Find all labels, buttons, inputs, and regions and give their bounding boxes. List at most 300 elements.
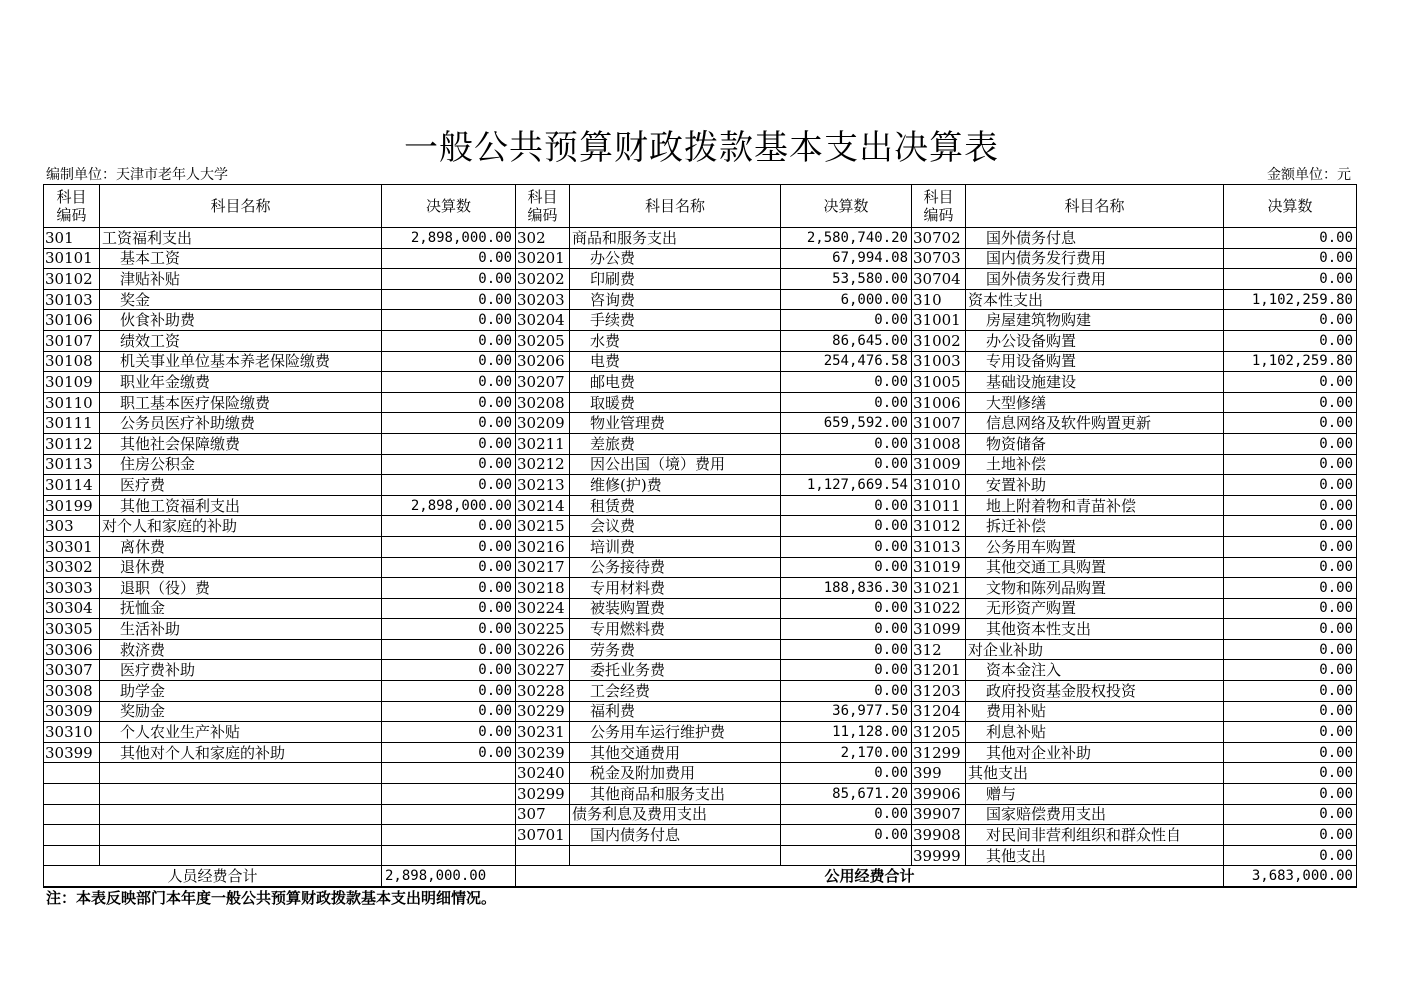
table-row xyxy=(44,557,1357,578)
cell-name: 被装购置费 xyxy=(570,598,781,619)
table-row xyxy=(44,639,1357,660)
cell-code: 30399 xyxy=(44,742,100,763)
cell-code: 31003 xyxy=(912,351,966,372)
cell-amount: 0.00 xyxy=(1224,269,1357,290)
public-total-label: 公用经费合计 xyxy=(516,866,1224,887)
table-row xyxy=(44,536,1357,557)
cell-name: 其他工资福利支出 xyxy=(100,495,382,516)
cell-code: 30308 xyxy=(44,681,100,702)
cell-amount: 0.00 xyxy=(382,701,516,722)
table-row xyxy=(44,660,1357,681)
cell-name: 对个人和家庭的补助 xyxy=(100,516,382,537)
cell-name: 无形资产购置 xyxy=(966,598,1224,619)
cell-code: 30217 xyxy=(516,557,570,578)
cell-name: 对民间非营利组织和群众性自 xyxy=(966,825,1224,846)
cell-name: 伙食补助费 xyxy=(100,310,382,331)
cell-name: 工会经费 xyxy=(570,681,781,702)
cell-name: 邮电费 xyxy=(570,372,781,393)
cell-code xyxy=(516,845,570,866)
cell-amount: 0.00 xyxy=(1224,742,1357,763)
footnote: 注：本表反映部门本年度一般公共预算财政拨款基本支出明细情况。 xyxy=(46,889,497,907)
cell-code: 31099 xyxy=(912,619,966,640)
cell-code: 30310 xyxy=(44,722,100,743)
cell-amount: 0.00 xyxy=(781,681,912,702)
cell-amount: 659,592.00 xyxy=(781,413,912,434)
cell-code: 30224 xyxy=(516,598,570,619)
table-row xyxy=(44,722,1357,743)
cell-code: 312 xyxy=(912,639,966,660)
table-row xyxy=(44,578,1357,599)
cell-code: 30218 xyxy=(516,578,570,599)
cell-amount: 0.00 xyxy=(382,578,516,599)
cell-amount: 0.00 xyxy=(1224,701,1357,722)
cell-name: 其他对企业补助 xyxy=(966,742,1224,763)
cell-amount: 53,580.00 xyxy=(781,269,912,290)
cell-code: 30704 xyxy=(912,269,966,290)
cell-amount: 0.00 xyxy=(1224,536,1357,557)
cell-name: 其他支出 xyxy=(966,763,1224,784)
cell-name: 国家赔偿费用支出 xyxy=(966,804,1224,825)
cell-code: 31002 xyxy=(912,330,966,351)
cell-code: 30301 xyxy=(44,536,100,557)
cell-code: 30205 xyxy=(516,330,570,351)
header-name-2: 科目名称 xyxy=(570,185,781,228)
cell-amount: 0.00 xyxy=(1224,619,1357,640)
cell-code: 30212 xyxy=(516,454,570,475)
cell-name: 手续费 xyxy=(570,310,781,331)
cell-name: 抚恤金 xyxy=(100,598,382,619)
cell-name: 机关事业单位基本养老保险缴费 xyxy=(100,351,382,372)
cell-code: 30203 xyxy=(516,289,570,310)
cell-amount: 0.00 xyxy=(781,660,912,681)
cell-name: 个人农业生产补贴 xyxy=(100,722,382,743)
cell-amount: 0.00 xyxy=(781,433,912,454)
cell-name: 国外债务付息 xyxy=(966,228,1224,249)
cell-name: 退休费 xyxy=(100,557,382,578)
cell-code: 30229 xyxy=(516,701,570,722)
cell-code: 301 xyxy=(44,228,100,249)
cell-name: 其他社会保障缴费 xyxy=(100,433,382,454)
cell-name xyxy=(100,825,382,846)
cell-name: 政府投资基金股权投资 xyxy=(966,681,1224,702)
cell-name: 债务利息及费用支出 xyxy=(570,804,781,825)
cell-name xyxy=(100,763,382,784)
cell-name: 办公设备购置 xyxy=(966,330,1224,351)
cell-name: 其他支出 xyxy=(966,845,1224,866)
cell-amount: 0.00 xyxy=(382,557,516,578)
cell-amount: 0.00 xyxy=(781,639,912,660)
cell-amount: 0.00 xyxy=(781,495,912,516)
cell-amount: 0.00 xyxy=(781,619,912,640)
cell-code: 30299 xyxy=(516,784,570,805)
page-title: 一般公共预算财政拨款基本支出决算表 xyxy=(404,128,999,168)
cell-code: 30227 xyxy=(516,660,570,681)
cell-name: 公务用车购置 xyxy=(966,536,1224,557)
cell-amount: 0.00 xyxy=(382,598,516,619)
cell-amount: 2,898,000.00 xyxy=(382,495,516,516)
cell-name: 物资储备 xyxy=(966,433,1224,454)
cell-amount: 0.00 xyxy=(781,454,912,475)
cell-amount: 0.00 xyxy=(382,516,516,537)
header-name-3: 科目名称 xyxy=(966,185,1224,228)
cell-code: 30702 xyxy=(912,228,966,249)
cell-amount: 0.00 xyxy=(1224,598,1357,619)
cell-name: 地上附着物和青苗补偿 xyxy=(966,495,1224,516)
cell-amount: 0.00 xyxy=(382,330,516,351)
cell-code: 31007 xyxy=(912,413,966,434)
cell-amount: 85,671.20 xyxy=(781,784,912,805)
cell-name: 利息补贴 xyxy=(966,722,1224,743)
cell-amount: 0.00 xyxy=(382,248,516,269)
cell-amount: 0.00 xyxy=(1224,454,1357,475)
cell-amount: 0.00 xyxy=(1224,722,1357,743)
cell-name: 住房公积金 xyxy=(100,454,382,475)
cell-code: 30216 xyxy=(516,536,570,557)
cell-code: 30701 xyxy=(516,825,570,846)
cell-code: 303 xyxy=(44,516,100,537)
cell-code: 30215 xyxy=(516,516,570,537)
public-total-amount: 3,683,000.00 xyxy=(1224,866,1357,887)
cell-name: 租赁费 xyxy=(570,495,781,516)
table-row xyxy=(44,495,1357,516)
cell-name: 咨询费 xyxy=(570,289,781,310)
table-row xyxy=(44,701,1357,722)
table-row xyxy=(44,454,1357,475)
cell-code: 31204 xyxy=(912,701,966,722)
cell-name: 医疗费补助 xyxy=(100,660,382,681)
table-row xyxy=(44,516,1357,537)
cell-amount: 0.00 xyxy=(382,433,516,454)
table-row xyxy=(44,845,1357,866)
cell-code: 39906 xyxy=(912,784,966,805)
cell-code: 30109 xyxy=(44,372,100,393)
cell-code: 30239 xyxy=(516,742,570,763)
cell-amount: 0.00 xyxy=(781,763,912,784)
table-row xyxy=(44,742,1357,763)
header-name-1: 科目名称 xyxy=(100,185,382,228)
cell-name: 劳务费 xyxy=(570,639,781,660)
cell-name: 信息网络及软件购置更新 xyxy=(966,413,1224,434)
cell-amount: 0.00 xyxy=(382,536,516,557)
header-amount-3: 决算数 xyxy=(1224,185,1357,228)
table-row xyxy=(44,598,1357,619)
cell-amount: 67,994.08 xyxy=(781,248,912,269)
cell-code: 30240 xyxy=(516,763,570,784)
table-row xyxy=(44,825,1357,846)
cell-code: 31011 xyxy=(912,495,966,516)
cell-name: 取暖费 xyxy=(570,392,781,413)
cell-name: 其他资本性支出 xyxy=(966,619,1224,640)
cell-amount: 2,580,740.20 xyxy=(781,228,912,249)
cell-name: 对企业补助 xyxy=(966,639,1224,660)
cell-code: 31013 xyxy=(912,536,966,557)
cell-amount: 0.00 xyxy=(382,454,516,475)
cell-amount: 0.00 xyxy=(1224,784,1357,805)
cell-code: 30106 xyxy=(44,310,100,331)
cell-name: 水费 xyxy=(570,330,781,351)
cell-code: 30211 xyxy=(516,433,570,454)
cell-name: 职业年金缴费 xyxy=(100,372,382,393)
cell-name: 离休费 xyxy=(100,536,382,557)
cell-amount: 0.00 xyxy=(1224,763,1357,784)
currency-unit: 金额单位：元 xyxy=(1267,167,1351,183)
cell-code: 31019 xyxy=(912,557,966,578)
cell-code: 30703 xyxy=(912,248,966,269)
cell-code: 30228 xyxy=(516,681,570,702)
reporting-unit: 编制单位：天津市老年人大学 xyxy=(46,167,228,183)
cell-code: 30204 xyxy=(516,310,570,331)
cell-amount: 0.00 xyxy=(382,289,516,310)
cell-name: 医疗费 xyxy=(100,475,382,496)
cell-code: 30225 xyxy=(516,619,570,640)
cell-amount: 0.00 xyxy=(1224,516,1357,537)
cell-amount: 11,128.00 xyxy=(781,722,912,743)
table-row xyxy=(44,804,1357,825)
cell-amount: 6,000.00 xyxy=(781,289,912,310)
cell-name: 职工基本医疗保险缴费 xyxy=(100,392,382,413)
header-amount-2: 决算数 xyxy=(781,185,912,228)
cell-name: 安置补助 xyxy=(966,475,1224,496)
cell-amount: 0.00 xyxy=(1224,248,1357,269)
table-row xyxy=(44,310,1357,331)
cell-name: 生活补助 xyxy=(100,619,382,640)
cell-amount xyxy=(382,825,516,846)
cell-name: 电费 xyxy=(570,351,781,372)
cell-code: 30309 xyxy=(44,701,100,722)
cell-name: 专用材料费 xyxy=(570,578,781,599)
cell-amount: 0.00 xyxy=(781,598,912,619)
cell-amount xyxy=(382,804,516,825)
cell-amount: 0.00 xyxy=(781,557,912,578)
table-header-row xyxy=(44,185,1357,228)
cell-code: 31008 xyxy=(912,433,966,454)
cell-name: 拆迁补偿 xyxy=(966,516,1224,537)
cell-code xyxy=(44,784,100,805)
table-row xyxy=(44,289,1357,310)
cell-amount: 0.00 xyxy=(781,825,912,846)
cell-name xyxy=(100,845,382,866)
cell-amount: 2,170.00 xyxy=(781,742,912,763)
cell-amount: 188,836.30 xyxy=(781,578,912,599)
table-row xyxy=(44,372,1357,393)
personnel-total-label: 人员经费合计 xyxy=(44,866,382,887)
cell-amount: 0.00 xyxy=(1224,413,1357,434)
cell-code: 302 xyxy=(516,228,570,249)
cell-name: 国内债务发行费用 xyxy=(966,248,1224,269)
cell-code: 30305 xyxy=(44,619,100,640)
cell-amount: 0.00 xyxy=(781,310,912,331)
cell-code: 31012 xyxy=(912,516,966,537)
cell-code: 31005 xyxy=(912,372,966,393)
cell-code: 30208 xyxy=(516,392,570,413)
cell-name: 委托业务费 xyxy=(570,660,781,681)
cell-code xyxy=(44,845,100,866)
cell-code: 30231 xyxy=(516,722,570,743)
cell-code: 30102 xyxy=(44,269,100,290)
personnel-total-amount: 2,898,000.00 xyxy=(382,866,516,887)
cell-amount: 0.00 xyxy=(382,619,516,640)
cell-name xyxy=(100,784,382,805)
cell-name: 大型修缮 xyxy=(966,392,1224,413)
cell-name: 赠与 xyxy=(966,784,1224,805)
cell-name: 物业管理费 xyxy=(570,413,781,434)
cell-name: 基本工资 xyxy=(100,248,382,269)
cell-code: 31203 xyxy=(912,681,966,702)
cell-amount: 0.00 xyxy=(382,742,516,763)
table-row xyxy=(44,433,1357,454)
cell-amount: 254,476.58 xyxy=(781,351,912,372)
cell-name: 公务用车运行维护费 xyxy=(570,722,781,743)
cell-name: 助学金 xyxy=(100,681,382,702)
cell-code: 30209 xyxy=(516,413,570,434)
cell-amount: 0.00 xyxy=(382,372,516,393)
cell-amount: 0.00 xyxy=(382,310,516,331)
cell-code: 30202 xyxy=(516,269,570,290)
cell-code: 30110 xyxy=(44,392,100,413)
cell-code: 30111 xyxy=(44,413,100,434)
header-amount-1: 决算数 xyxy=(382,185,516,228)
cell-code: 30101 xyxy=(44,248,100,269)
cell-name: 专用燃料费 xyxy=(570,619,781,640)
cell-name: 奖金 xyxy=(100,289,382,310)
cell-amount: 0.00 xyxy=(1224,433,1357,454)
cell-amount: 1,127,669.54 xyxy=(781,475,912,496)
table-row xyxy=(44,330,1357,351)
table-row xyxy=(44,351,1357,372)
cell-name: 绩效工资 xyxy=(100,330,382,351)
cell-code xyxy=(44,804,100,825)
cell-code: 30112 xyxy=(44,433,100,454)
cell-amount: 0.00 xyxy=(1224,825,1357,846)
cell-code xyxy=(44,825,100,846)
cell-name: 房屋建筑物购建 xyxy=(966,310,1224,331)
cell-amount xyxy=(781,845,912,866)
cell-code: 30213 xyxy=(516,475,570,496)
header-code-3: 科目编码 xyxy=(912,185,966,228)
cell-amount: 0.00 xyxy=(382,351,516,372)
cell-name: 资本金注入 xyxy=(966,660,1224,681)
cell-code: 30206 xyxy=(516,351,570,372)
cell-name: 费用补贴 xyxy=(966,701,1224,722)
cell-amount: 0.00 xyxy=(1224,475,1357,496)
cell-code: 30226 xyxy=(516,639,570,660)
cell-name: 国外债务发行费用 xyxy=(966,269,1224,290)
cell-code xyxy=(44,763,100,784)
cell-code: 30307 xyxy=(44,660,100,681)
cell-amount: 0.00 xyxy=(1224,372,1357,393)
cell-code: 31299 xyxy=(912,742,966,763)
cell-code: 31010 xyxy=(912,475,966,496)
table-row xyxy=(44,784,1357,805)
cell-name: 基础设施建设 xyxy=(966,372,1224,393)
table-row xyxy=(44,269,1357,290)
cell-code: 39999 xyxy=(912,845,966,866)
cell-amount: 0.00 xyxy=(382,475,516,496)
cell-name: 其他对个人和家庭的补助 xyxy=(100,742,382,763)
cell-name: 公务员医疗补助缴费 xyxy=(100,413,382,434)
table-row xyxy=(44,619,1357,640)
totals-row xyxy=(44,866,1357,887)
cell-name: 印刷费 xyxy=(570,269,781,290)
cell-name: 因公出国（境）费用 xyxy=(570,454,781,475)
cell-name: 土地补偿 xyxy=(966,454,1224,475)
cell-name xyxy=(570,845,781,866)
cell-amount: 0.00 xyxy=(1224,330,1357,351)
cell-name: 奖励金 xyxy=(100,701,382,722)
cell-name: 津贴补贴 xyxy=(100,269,382,290)
cell-name: 其他交通费用 xyxy=(570,742,781,763)
cell-amount: 0.00 xyxy=(781,516,912,537)
cell-amount: 0.00 xyxy=(382,413,516,434)
cell-amount: 0.00 xyxy=(382,722,516,743)
table-row xyxy=(44,248,1357,269)
cell-amount: 0.00 xyxy=(1224,660,1357,681)
cell-code: 399 xyxy=(912,763,966,784)
cell-amount: 0.00 xyxy=(1224,228,1357,249)
table-row xyxy=(44,413,1357,434)
cell-amount: 0.00 xyxy=(1224,495,1357,516)
cell-name: 维修(护)费 xyxy=(570,475,781,496)
cell-amount: 0.00 xyxy=(1224,310,1357,331)
cell-name: 退职（役）费 xyxy=(100,578,382,599)
cell-amount: 0.00 xyxy=(1224,681,1357,702)
cell-code: 310 xyxy=(912,289,966,310)
table-row xyxy=(44,228,1357,249)
cell-name: 会议费 xyxy=(570,516,781,537)
table-row xyxy=(44,392,1357,413)
cell-name: 商品和服务支出 xyxy=(570,228,781,249)
cell-amount: 0.00 xyxy=(382,660,516,681)
cell-code: 31022 xyxy=(912,598,966,619)
cell-amount: 0.00 xyxy=(382,681,516,702)
cell-code: 30107 xyxy=(44,330,100,351)
cell-amount: 1,102,259.80 xyxy=(1224,289,1357,310)
cell-amount: 2,898,000.00 xyxy=(382,228,516,249)
cell-amount: 0.00 xyxy=(1224,578,1357,599)
cell-code: 31205 xyxy=(912,722,966,743)
cell-amount xyxy=(382,845,516,866)
cell-name: 公务接待费 xyxy=(570,557,781,578)
cell-code: 30214 xyxy=(516,495,570,516)
cell-amount: 0.00 xyxy=(781,804,912,825)
cell-code: 30304 xyxy=(44,598,100,619)
cell-amount: 0.00 xyxy=(382,392,516,413)
table-row xyxy=(44,475,1357,496)
expenditure-table xyxy=(43,184,1357,888)
cell-amount: 0.00 xyxy=(1224,804,1357,825)
cell-name: 救济费 xyxy=(100,639,382,660)
cell-code: 31021 xyxy=(912,578,966,599)
cell-code: 30302 xyxy=(44,557,100,578)
cell-amount: 86,645.00 xyxy=(781,330,912,351)
cell-amount: 0.00 xyxy=(1224,639,1357,660)
cell-amount: 0.00 xyxy=(1224,845,1357,866)
cell-name: 工资福利支出 xyxy=(100,228,382,249)
header-code-1: 科目编码 xyxy=(44,185,100,228)
cell-name: 福利费 xyxy=(570,701,781,722)
cell-amount xyxy=(382,784,516,805)
cell-code: 31009 xyxy=(912,454,966,475)
cell-amount: 0.00 xyxy=(382,269,516,290)
table-row xyxy=(44,681,1357,702)
cell-name: 资本性支出 xyxy=(966,289,1224,310)
header-code-2: 科目编码 xyxy=(516,185,570,228)
table-row xyxy=(44,763,1357,784)
cell-code: 30303 xyxy=(44,578,100,599)
cell-name: 其他交通工具购置 xyxy=(966,557,1224,578)
cell-name xyxy=(100,804,382,825)
cell-code: 307 xyxy=(516,804,570,825)
